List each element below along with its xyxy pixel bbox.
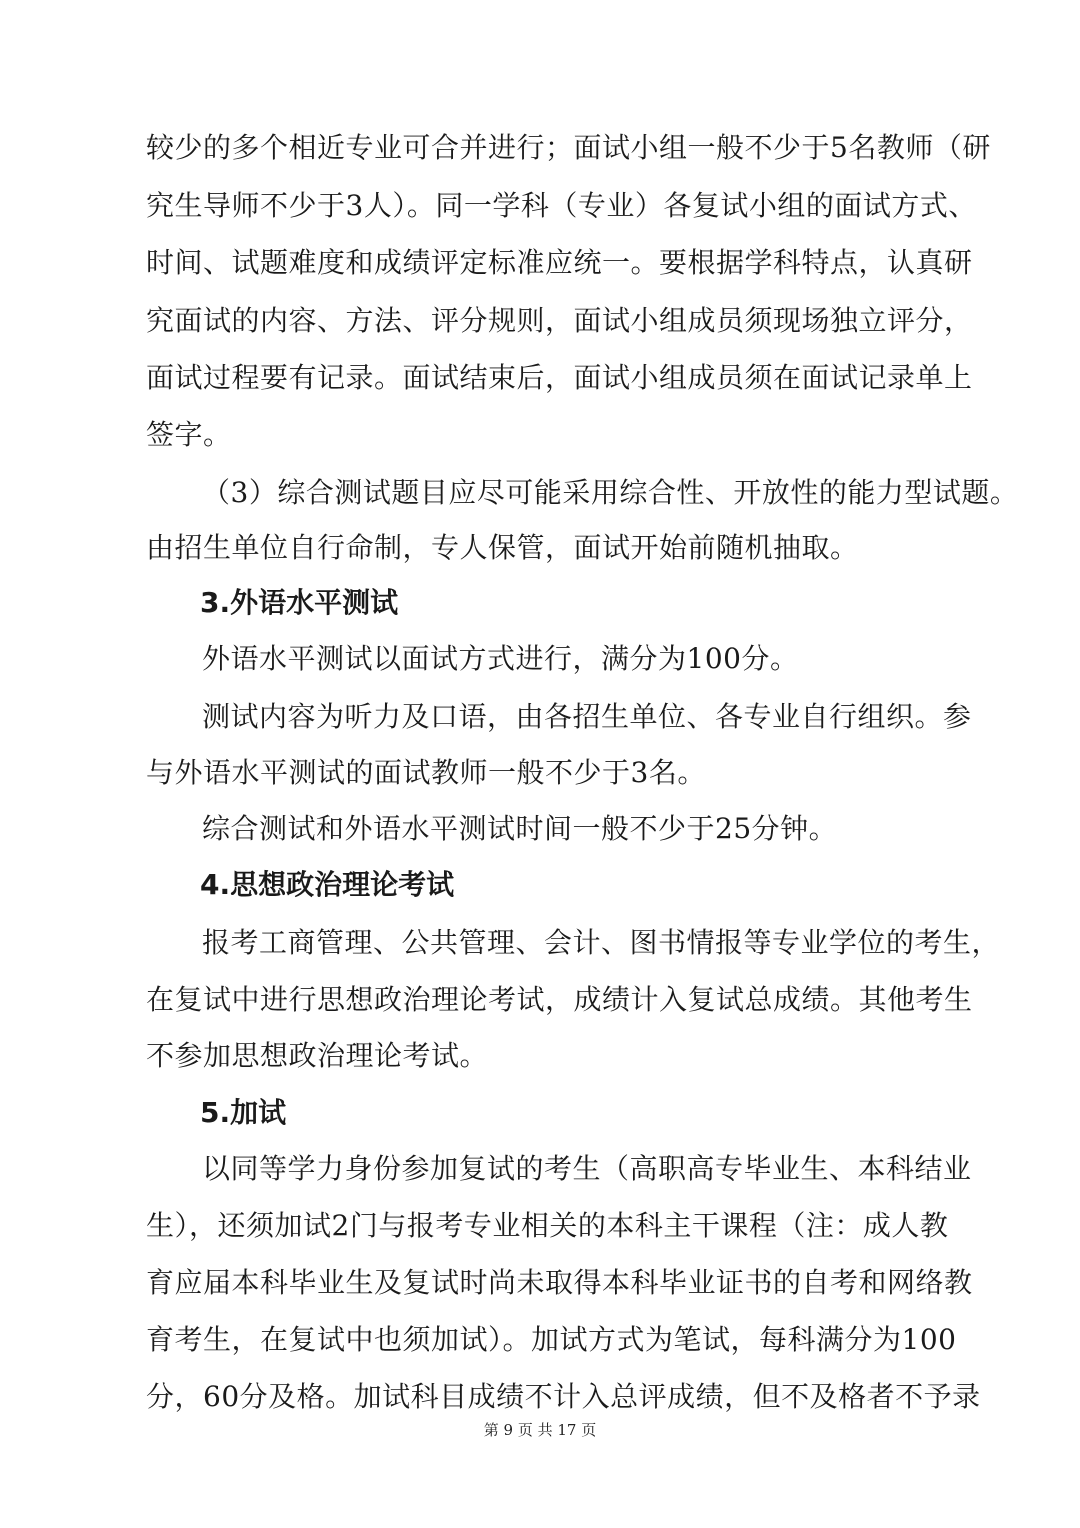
body-line-22: 育考生，在复试中也须加试）。加试方式为笔试，每科满分为100 — [146, 1323, 957, 1356]
body-line-1: 较少的多个相近专业可合并进行；面试小组一般不少于5名教师（研 — [146, 131, 991, 164]
body-line-4: 究面试的内容、方法、评分规则，面试小组成员须现场独立评分， — [146, 304, 973, 337]
body-line-12: 与外语水平测试的面试教师一般不少于3名。 — [146, 756, 706, 789]
body-line-19: 以同等学力身份参加复试的考生（高职高专毕业生、本科结业 — [202, 1152, 972, 1185]
body-line-10: 外语水平测试以面试方式进行，满分为100分。 — [202, 642, 799, 675]
body-line-6: 签字。 — [146, 418, 232, 451]
body-line-7: （3）综合测试题目应尽可能采用综合性、开放性的能力型试题。 — [202, 476, 1019, 509]
body-line-23: 分，60分及格。加试科目成绩不计入总评成绩，但不及格者不予录 — [146, 1380, 981, 1413]
section-heading-political-theory: 4.思想政治理论考试 — [200, 868, 455, 901]
body-line-17: 不参加思想政治理论考试。 — [146, 1039, 489, 1072]
body-line-8: 由招生单位自行命制，专人保管，面试开始前随机抽取。 — [146, 531, 859, 564]
section-heading-foreign-language: 3.外语水平测试 — [200, 586, 399, 619]
page-number-footer: 第 9 页 共 17 页 — [483, 1421, 597, 1439]
body-line-11: 测试内容为听力及口语，由各招生单位、各专业自行组织。参 — [202, 700, 972, 733]
body-line-13: 综合测试和外语水平测试时间一般不少于25分钟。 — [202, 812, 838, 845]
body-line-21: 育应届本科毕业生及复试时尚未取得本科毕业证书的自考和网络教 — [146, 1266, 973, 1299]
body-line-3: 时间、试题难度和成绩评定标准应统一。要根据学科特点，认真研 — [146, 246, 973, 279]
body-line-5: 面试过程要有记录。面试结束后，面试小组成员须在面试记录单上 — [146, 361, 973, 394]
body-line-20: 生），还须加试2门与报考专业相关的本科主干课程（注：成人教 — [146, 1209, 949, 1242]
section-heading-extra-exam: 5.加试 — [200, 1096, 287, 1129]
body-line-2: 究生导师不少于3人）。同一学科（专业）各复试小组的面试方式、 — [146, 189, 977, 222]
body-line-15: 报考工商管理、公共管理、会计、图书情报等专业学位的考生， — [202, 926, 1001, 959]
body-line-16: 在复试中进行思想政治理论考试，成绩计入复试总成绩。其他考生 — [146, 983, 973, 1016]
